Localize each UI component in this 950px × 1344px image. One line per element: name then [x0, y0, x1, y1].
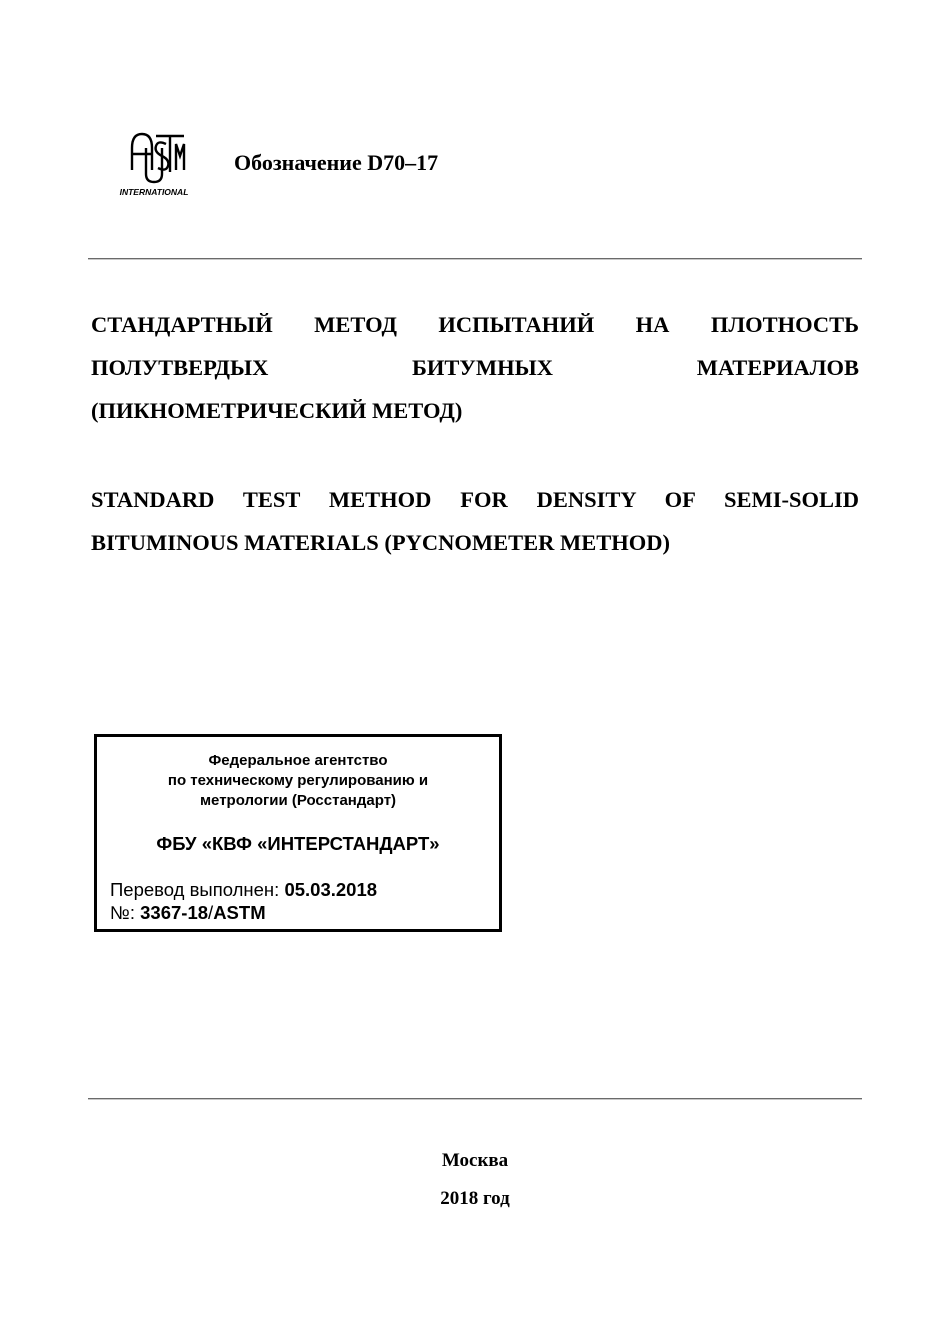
year: 2018 год	[440, 1188, 510, 1209]
translation-number: 3367-18	[140, 902, 209, 923]
title-ru-line-1: СТАНДАРТНЫЙ МЕТОД ИСПЫТАНИЙ НА ПЛОТНОСТЬ	[91, 312, 859, 337]
translation-date-label: Перевод выполнен:	[110, 879, 285, 900]
top-divider	[88, 258, 862, 260]
translation-number-label: №:	[110, 902, 141, 923]
translation-number-row	[110, 901, 377, 924]
translation-info	[110, 878, 377, 924]
bottom-divider	[88, 1098, 862, 1100]
agency-line-3: метрологии (Росстандарт)	[199, 792, 397, 809]
city: Москва	[441, 1150, 509, 1171]
organization-name: ФБУ «КВФ «ИНТЕРСТАНДАРТ»	[156, 833, 440, 854]
title-ru-line-3: (ПИКНОМЕТРИЧЕСКИЙ МЕТОД)	[91, 398, 463, 423]
translation-number-separator: /	[208, 902, 214, 923]
title-en-line-2: BITUMINOUS MATERIALS (PYCNOMETER METHOD)	[91, 530, 670, 555]
astm-logo	[112, 126, 196, 198]
logo-subtext: INTERNATIONAL	[119, 187, 189, 197]
title-en-line-1: STANDARD TEST METHOD FOR DENSITY OF SEMI-SOLID	[91, 487, 859, 512]
agency-name	[97, 751, 499, 811]
document-designation: Обозначение D70–17	[234, 150, 439, 175]
agency-line-1: Федеральное агентство	[208, 752, 388, 769]
translation-stamp	[94, 734, 502, 932]
title-english	[91, 478, 859, 564]
translation-date-row	[110, 878, 377, 901]
agency-line-2: по техническому регулированию и	[167, 772, 429, 789]
translation-number-suffix: ASTM	[213, 902, 266, 923]
title-ru-line-2: ПОЛУТВЕРДЫХ БИТУМНЫХ МАТЕРИАЛОВ	[91, 355, 859, 380]
title-russian	[91, 303, 859, 432]
translation-date: 05.03.2018	[284, 879, 378, 900]
